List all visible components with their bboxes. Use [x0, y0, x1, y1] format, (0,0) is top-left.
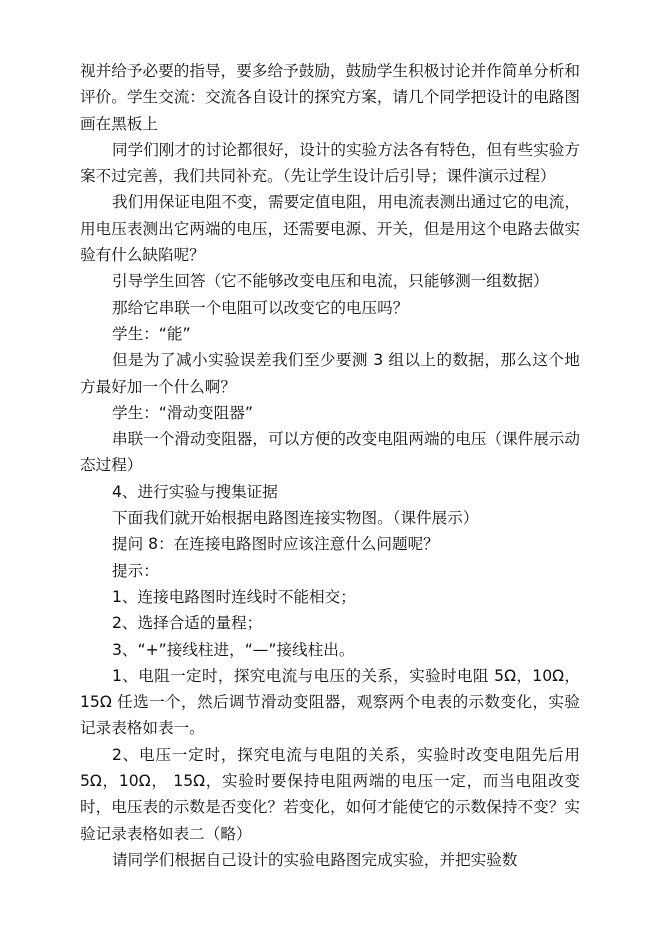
paragraph: 那给它串联一个电阻可以改变它的电压吗？: [112, 298, 409, 317]
paragraph: 同学们刚才的讨论都很好，设计的实验方法各有特色，但有些实验方案不过完善，我们共同补充。（先让学生设计后引导；课件演示过程）: [80, 140, 580, 186]
paragraph: 但是为了减小实验误差我们至少要测 3 组以上的数据，那么这个地方最好加一个什么啊？: [80, 351, 580, 396]
paragraph: 引导学生回答（它不能够改变电压和电流，只能够测一组数据）: [112, 272, 549, 291]
paragraph: 1、连接电路图时连线时不能相交；: [112, 587, 356, 606]
paragraph: 提问 8：在连接电路图时应该注意什么问题呢？: [112, 535, 439, 554]
paragraph: 提示：: [112, 561, 159, 580]
paragraph: 我们用保证电阻不变，需要定值电阻，用电流表测出通过它的电流，用电压表测出它两端的电压，还需要电源、开关，但是用这个电路去做实验有什么缺陷呢？: [80, 193, 580, 265]
paragraph: 下面我们就开始根据电路图连接实物图。（课件展示）: [112, 509, 479, 528]
paragraph: 2、电压一定时，探究电流与电阻的关系，实验时改变电阻先后用 5Ω，10Ω， 15Ω，实验时要保持电阻两端的电压一定，而当电阻改变时，电压表的示数是否变化？若变化，如何才能使它的示数保持不变？实验记录表格如表二（略）: [80, 745, 580, 843]
paragraph: 1、电阻一定时，探究电流与电压的关系，实验时电阻 5Ω，10Ω，15Ω 任选一个，然后调节滑动变阻器，观察两个电表的示数变化，实验记录表格如表一。: [80, 666, 580, 738]
paragraph: 4、进行实验与搜集证据: [112, 482, 278, 501]
paragraph: 串联一个滑动变阻器，可以方便的改变电阻两端的电压（课件展示动态过程）: [80, 430, 580, 475]
paragraph: 3、“+”接线柱进，“—”接线柱出。: [112, 640, 355, 659]
paragraph: 视并给予必要的指导，要多给予鼓励，鼓励学生积极讨论并作简单分析和评价。学生交流：交流各自设计的探究方案，请几个同学把设计的电路图画在黑板上: [80, 62, 580, 133]
paragraph: 2、选择合适的量程；: [112, 614, 263, 633]
document-body: [80, 58, 580, 873]
paragraph: 请同学们根据自己设计的实验电路图完成实验，并把实验数: [112, 850, 518, 869]
paragraph: 学生：“滑动变阻器”: [112, 403, 253, 422]
paragraph: 学生：“能”: [112, 324, 191, 343]
